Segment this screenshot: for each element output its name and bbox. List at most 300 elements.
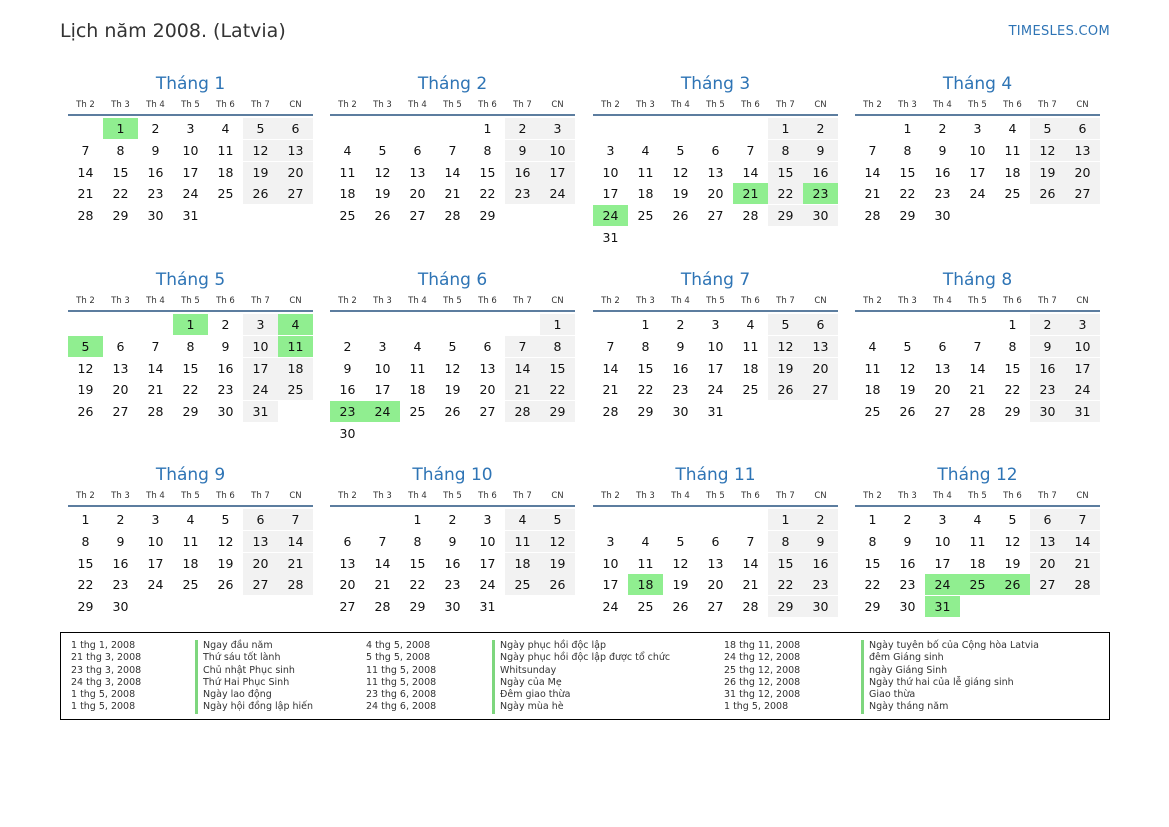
day-cell: 19 — [77, 382, 94, 398]
day-cell: 20 — [803, 358, 838, 379]
day-cell: 12 — [444, 360, 461, 376]
day-cell: 5 — [540, 509, 575, 530]
month-calendar — [330, 463, 575, 639]
weekday-label: Th 2 — [863, 491, 882, 501]
weekday-label: Th 2 — [601, 100, 620, 110]
day-cell: 20 — [339, 577, 356, 593]
holiday-day-cell: 23 — [330, 401, 365, 422]
holiday-day-cell: 1 — [103, 118, 138, 139]
day-cell: 14 — [77, 164, 94, 180]
day-cell: 6 — [483, 338, 492, 354]
day-cell: 19 — [444, 382, 461, 398]
weekday-label: CN — [289, 296, 302, 306]
day-cell: 1 — [641, 317, 650, 332]
day-cell: 30 — [899, 599, 916, 615]
day-cell: 3 — [606, 533, 615, 549]
day-cell: 7 — [1065, 509, 1100, 530]
weekday-label: Th 3 — [111, 100, 130, 110]
weekday-label: Th 3 — [898, 100, 917, 110]
holiday-name: Ngày tuyên bố của Cộng hòa Latvia — [869, 640, 1039, 651]
day-cell: 6 — [1065, 118, 1100, 139]
holiday-day-cell: 31 — [925, 596, 960, 617]
day-cell: 25 — [278, 379, 313, 400]
day-cell: 17 — [969, 164, 986, 180]
weekday-label: Th 7 — [776, 491, 795, 501]
day-cell: 14 — [374, 555, 391, 571]
day-cell: 6 — [803, 314, 838, 335]
day-cell: 1 — [1008, 317, 1017, 332]
holiday-name: Thứ sáu tốt lành — [203, 652, 281, 664]
day-cell: 18 — [339, 186, 356, 202]
month-calendar — [593, 72, 838, 248]
weekday-label: Th 2 — [338, 491, 357, 501]
day-cell: 26 — [899, 404, 916, 420]
weekday-label: Th 5 — [443, 296, 462, 306]
day-cell: 2 — [343, 338, 352, 354]
day-cell: 16 — [147, 164, 164, 180]
day-cell: 6 — [413, 142, 422, 158]
day-cell: 24 — [540, 183, 575, 204]
day-cell: 17 — [479, 555, 496, 571]
holiday-name: Chủ nhật Phục sinh — [203, 664, 295, 676]
day-cell: 14 — [1065, 531, 1100, 552]
day-cell: 21 — [77, 186, 94, 202]
weekday-label: Th 4 — [146, 100, 165, 110]
days-grid — [593, 312, 838, 444]
days-grid — [68, 312, 313, 444]
holiday-dates-col2 — [366, 640, 436, 714]
weekday-header — [68, 96, 313, 116]
holiday-name: đêm Giáng sinh — [869, 652, 944, 664]
weekday-label: Th 6 — [478, 296, 497, 306]
day-cell: 20 — [707, 186, 724, 202]
day-cell: 28 — [1065, 574, 1100, 595]
day-cell: 1 — [868, 512, 877, 527]
month-calendar — [855, 463, 1100, 639]
weekday-label: Th 2 — [601, 296, 620, 306]
day-cell: 21 — [742, 577, 759, 593]
day-cell: 4 — [505, 509, 540, 530]
day-cell: 1 — [903, 121, 912, 136]
holiday-date: 5 thg 5, 2008 — [366, 652, 431, 664]
month-title: Tháng 7 — [680, 270, 751, 290]
day-cell: 13 — [1065, 140, 1100, 161]
holiday-date: 23 thg 6, 2008 — [366, 689, 437, 701]
day-cell: 22 — [768, 574, 803, 595]
day-cell: 31 — [1065, 401, 1100, 422]
day-cell: 1 — [768, 118, 803, 139]
day-cell: 17 — [602, 577, 619, 593]
day-cell: 19 — [1004, 555, 1021, 571]
day-cell: 4 — [343, 142, 352, 158]
holiday-day-cell: 21 — [733, 183, 768, 204]
day-cell: 17 — [934, 555, 951, 571]
day-cell: 22 — [479, 186, 496, 202]
weekday-label: CN — [814, 296, 827, 306]
holiday-name: Ngày thứ hai của lễ giáng sinh — [869, 676, 1014, 688]
day-cell: 26 — [672, 208, 689, 224]
day-cell: 22 — [182, 382, 199, 398]
weekday-label: Th 2 — [863, 296, 882, 306]
holiday-day-cell: 25 — [960, 574, 995, 595]
weekday-label: Th 5 — [968, 296, 987, 306]
day-cell: 9 — [803, 140, 838, 161]
holiday-name: Ngày tháng năm — [869, 701, 949, 713]
day-cell: 3 — [973, 121, 982, 136]
day-cell: 20 — [707, 577, 724, 593]
holiday-name: Ngày phục hồi độc lập được tổ chức — [500, 652, 671, 664]
day-cell: 27 — [1065, 183, 1100, 204]
day-cell: 22 — [77, 577, 94, 593]
day-cell: 9 — [116, 533, 125, 549]
holiday-date: 23 thg 3, 2008 — [71, 664, 142, 676]
day-cell: 8 — [81, 533, 90, 549]
day-cell: 5 — [448, 338, 457, 354]
holiday-name: Ngày hội đồng lập hiến — [203, 701, 314, 713]
day-cell: 9 — [343, 360, 352, 376]
weekday-label: Th 7 — [776, 296, 795, 306]
day-cell: 21 — [444, 186, 461, 202]
day-cell: 4 — [186, 512, 195, 527]
day-cell: 15 — [864, 555, 881, 571]
day-cell: 30 — [444, 599, 461, 615]
day-cell: 31 — [707, 404, 724, 420]
weekday-header — [593, 96, 838, 116]
day-cell: 17 — [707, 360, 724, 376]
day-cell: 31 — [182, 208, 199, 224]
weekday-label: Th 5 — [181, 491, 200, 501]
day-cell: 5 — [1030, 118, 1065, 139]
day-cell: 8 — [116, 142, 125, 158]
day-cell: 14 — [742, 164, 759, 180]
day-cell: 28 — [77, 208, 94, 224]
day-cell: 30 — [803, 596, 838, 617]
weekday-label: Th 5 — [968, 491, 987, 501]
day-cell: 15 — [637, 360, 654, 376]
day-cell: 4 — [868, 338, 877, 354]
day-cell: 11 — [637, 164, 654, 180]
day-cell: 12 — [77, 360, 94, 376]
day-cell: 29 — [112, 208, 129, 224]
holiday-names-col3 — [861, 640, 1039, 714]
day-cell: 10 — [243, 336, 278, 357]
day-cell: 23 — [217, 382, 234, 398]
day-cell: 10 — [969, 142, 986, 158]
weekday-label: CN — [1076, 100, 1089, 110]
day-cell: 30 — [1030, 401, 1065, 422]
weekday-label: Th 3 — [636, 296, 655, 306]
weekday-label: Th 7 — [251, 491, 270, 501]
day-cell: 25 — [339, 208, 356, 224]
day-cell: 27 — [112, 404, 129, 420]
day-cell: 29 — [637, 404, 654, 420]
day-cell: 26 — [672, 599, 689, 615]
weekday-label: Th 7 — [251, 100, 270, 110]
day-cell: 10 — [602, 555, 619, 571]
holiday-date: 24 thg 3, 2008 — [71, 676, 142, 688]
holiday-day-cell: 1 — [173, 314, 208, 335]
day-cell: 16 — [803, 162, 838, 183]
month-title: Tháng 10 — [412, 465, 493, 485]
day-cell: 3 — [711, 317, 720, 332]
day-cell: 2 — [1030, 314, 1065, 335]
weekday-label: Th 3 — [898, 491, 917, 501]
day-cell: 31 — [479, 599, 496, 615]
weekday-label: Th 4 — [146, 296, 165, 306]
weekday-label: CN — [1076, 296, 1089, 306]
holiday-day-cell: 24 — [925, 574, 960, 595]
day-cell: 2 — [803, 509, 838, 530]
day-cell: 28 — [278, 574, 313, 595]
day-cell: 22 — [637, 382, 654, 398]
day-cell: 4 — [413, 338, 422, 354]
holiday-day-cell: 24 — [593, 205, 628, 226]
weekday-label: Th 2 — [863, 100, 882, 110]
holiday-date: 21 thg 3, 2008 — [71, 652, 142, 664]
day-cell: 17 — [374, 382, 391, 398]
holiday-date: 26 thg 12, 2008 — [724, 676, 801, 688]
day-cell: 14 — [864, 164, 881, 180]
day-cell: 12 — [1004, 533, 1021, 549]
weekday-label: Th 4 — [408, 491, 427, 501]
day-cell: 17 — [1065, 358, 1100, 379]
holiday-name: Ngày lao động — [203, 689, 272, 701]
month-title: Tháng 9 — [155, 465, 226, 485]
weekday-label: Th 3 — [636, 100, 655, 110]
day-cell: 30 — [934, 208, 951, 224]
day-cell: 7 — [278, 509, 313, 530]
day-cell: 25 — [864, 404, 881, 420]
day-cell: 9 — [938, 142, 947, 158]
day-cell: 4 — [221, 121, 230, 136]
day-cell: 10 — [707, 338, 724, 354]
day-cell: 16 — [899, 555, 916, 571]
day-cell: 28 — [505, 401, 540, 422]
month-title: Tháng 4 — [942, 74, 1013, 94]
day-cell: 10 — [479, 533, 496, 549]
month-title: Tháng 11 — [675, 465, 756, 485]
holiday-day-cell: 26 — [995, 574, 1030, 595]
weekday-label: Th 7 — [513, 491, 532, 501]
day-cell: 11 — [182, 533, 199, 549]
day-cell: 2 — [938, 121, 947, 136]
day-cell: 30 — [217, 404, 234, 420]
day-cell: 1 — [540, 314, 575, 335]
day-cell: 20 — [479, 382, 496, 398]
holiday-date: 24 thg 12, 2008 — [724, 652, 801, 664]
weekday-label: Th 2 — [338, 100, 357, 110]
day-cell: 8 — [868, 533, 877, 549]
day-cell: 21 — [147, 382, 164, 398]
day-cell: 2 — [803, 118, 838, 139]
day-cell: 1 — [483, 121, 492, 136]
day-cell: 3 — [1065, 314, 1100, 335]
day-cell: 16 — [444, 555, 461, 571]
weekday-header — [593, 292, 838, 312]
day-cell: 29 — [479, 208, 496, 224]
weekday-label: Th 5 — [968, 100, 987, 110]
day-cell: 15 — [77, 555, 94, 571]
holiday-names-col1 — [195, 640, 313, 714]
day-cell: 13 — [707, 164, 724, 180]
weekday-label: Th 7 — [1038, 100, 1057, 110]
holiday-date: 1 thg 5, 2008 — [724, 701, 789, 713]
day-cell: 31 — [602, 230, 619, 245]
day-cell: 5 — [676, 142, 685, 158]
day-cell: 10 — [540, 140, 575, 161]
holiday-day-cell: 5 — [68, 336, 103, 357]
day-cell: 24 — [243, 379, 278, 400]
weekday-label: Th 7 — [1038, 296, 1057, 306]
day-cell: 24 — [1065, 379, 1100, 400]
day-cell: 15 — [1004, 360, 1021, 376]
month-calendar — [330, 268, 575, 444]
day-cell: 6 — [711, 533, 720, 549]
day-cell: 1 — [81, 512, 90, 527]
holiday-date: 4 thg 5, 2008 — [366, 640, 431, 651]
day-cell: 1 — [768, 509, 803, 530]
month-calendar — [593, 268, 838, 444]
day-cell: 21 — [278, 553, 313, 574]
day-cell: 4 — [641, 533, 650, 549]
weekday-label: Th 2 — [76, 491, 95, 501]
holiday-date: 31 thg 12, 2008 — [724, 689, 801, 701]
day-cell: 23 — [672, 382, 689, 398]
days-grid — [330, 507, 575, 639]
weekday-label: Th 3 — [373, 100, 392, 110]
day-cell: 5 — [221, 512, 230, 527]
day-cell: 27 — [243, 574, 278, 595]
day-cell: 19 — [374, 186, 391, 202]
day-cell: 28 — [742, 208, 759, 224]
day-cell: 11 — [339, 164, 356, 180]
weekday-label: Th 7 — [776, 100, 795, 110]
day-cell: 23 — [899, 577, 916, 593]
day-cell: 25 — [182, 577, 199, 593]
weekday-label: Th 4 — [933, 296, 952, 306]
day-cell: 7 — [505, 336, 540, 357]
day-cell: 11 — [742, 338, 759, 354]
day-cell: 5 — [1008, 512, 1017, 527]
day-cell: 19 — [672, 577, 689, 593]
weekday-label: Th 4 — [671, 100, 690, 110]
day-cell: 19 — [540, 553, 575, 574]
holiday-day-cell: 18 — [628, 574, 663, 595]
day-cell: 9 — [903, 533, 912, 549]
holiday-name: Whitsunday — [500, 664, 557, 676]
holiday-dates-col1 — [71, 640, 141, 714]
day-cell: 16 — [505, 162, 540, 183]
day-cell: 3 — [151, 512, 160, 527]
day-cell: 20 — [934, 382, 951, 398]
weekday-header — [855, 292, 1100, 312]
day-cell: 22 — [864, 577, 881, 593]
day-cell: 19 — [1030, 162, 1065, 183]
weekday-label: Th 6 — [741, 491, 760, 501]
days-grid — [68, 116, 313, 248]
weekday-label: Th 5 — [443, 491, 462, 501]
day-cell: 21 — [864, 186, 881, 202]
day-cell: 5 — [768, 314, 803, 335]
weekday-label: Th 6 — [1003, 100, 1022, 110]
weekday-label: Th 5 — [181, 100, 200, 110]
day-cell: 8 — [483, 142, 492, 158]
day-cell: 17 — [602, 186, 619, 202]
day-cell: 23 — [147, 186, 164, 202]
holiday-date: 24 thg 6, 2008 — [366, 701, 437, 713]
day-cell: 5 — [676, 533, 685, 549]
day-cell: 23 — [934, 186, 951, 202]
month-title: Tháng 1 — [155, 74, 226, 94]
holiday-name: Ngày mùa hè — [500, 701, 564, 713]
day-cell: 8 — [768, 531, 803, 552]
day-cell: 13 — [803, 336, 838, 357]
day-cell: 25 — [742, 382, 759, 398]
day-cell: 14 — [278, 531, 313, 552]
day-cell: 6 — [116, 338, 125, 354]
day-cell: 7 — [378, 533, 387, 549]
day-cell: 28 — [374, 599, 391, 615]
day-cell: 18 — [864, 382, 881, 398]
day-cell: 24 — [479, 577, 496, 593]
day-cell: 24 — [602, 599, 619, 615]
weekday-label: Th 2 — [76, 100, 95, 110]
day-cell: 19 — [768, 358, 803, 379]
day-cell: 26 — [243, 183, 278, 204]
day-cell: 24 — [182, 186, 199, 202]
day-cell: 23 — [803, 574, 838, 595]
day-cell: 9 — [1030, 336, 1065, 357]
day-cell: 11 — [969, 533, 986, 549]
weekday-label: Th 7 — [251, 296, 270, 306]
day-cell: 27 — [278, 183, 313, 204]
day-cell: 29 — [1004, 404, 1021, 420]
day-cell: 3 — [938, 512, 947, 527]
day-cell: 9 — [505, 140, 540, 161]
weekday-label: CN — [551, 296, 564, 306]
holiday-date: 1 thg 5, 2008 — [71, 689, 136, 701]
days-grid — [855, 312, 1100, 444]
day-cell: 28 — [864, 208, 881, 224]
day-cell: 16 — [803, 553, 838, 574]
day-cell: 6 — [711, 142, 720, 158]
day-cell: 3 — [483, 512, 492, 527]
day-cell: 13 — [409, 164, 426, 180]
weekday-label: Th 6 — [216, 100, 235, 110]
day-cell: 21 — [969, 382, 986, 398]
day-cell: 23 — [444, 577, 461, 593]
holiday-list — [60, 632, 1110, 720]
day-cell: 20 — [409, 186, 426, 202]
holiday-dates-col3 — [724, 640, 800, 714]
day-cell: 20 — [112, 382, 129, 398]
day-cell: 15 — [540, 358, 575, 379]
day-cell: 22 — [112, 186, 129, 202]
weekday-label: Th 7 — [513, 296, 532, 306]
weekday-header — [68, 292, 313, 312]
day-cell: 11 — [864, 360, 881, 376]
site-link[interactable]: TIMESLES.COM — [1008, 24, 1110, 39]
day-cell: 27 — [707, 208, 724, 224]
day-cell: 24 — [969, 186, 986, 202]
day-cell: 19 — [672, 186, 689, 202]
day-cell: 3 — [540, 118, 575, 139]
day-cell: 9 — [803, 531, 838, 552]
day-cell: 25 — [637, 599, 654, 615]
weekday-header — [330, 487, 575, 507]
day-cell: 2 — [505, 118, 540, 139]
day-cell: 26 — [1030, 183, 1065, 204]
